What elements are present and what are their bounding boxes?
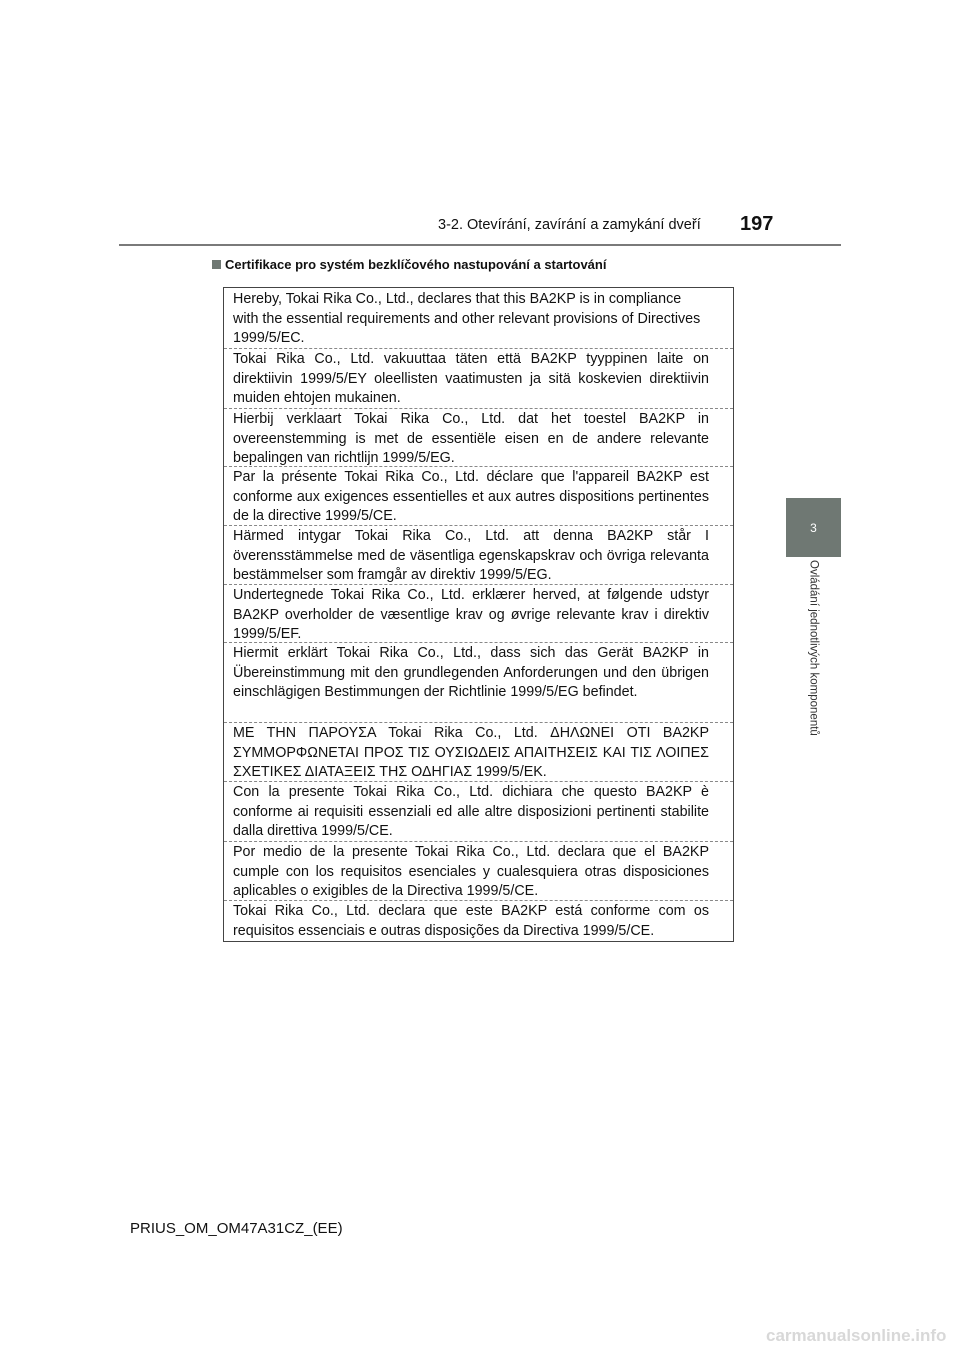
- cert-row-greek: ΜΕ ΤΗΝ ΠΑΡΟΥΣΑ Tokai Rika Co., Ltd. ΔΗΛΩΝΕΙ ΟΤΙ BA2KP ΣΥΜΜΟΡΦΩΝΕΤΑΙ ΠΡΟΣ ΤΙΣ ΟΥΣΙΩΔΕΙΣ ΑΠΑΙΤΗΣΕΙΣ ΚΑΙ ΤΙΣ ΛΟΙΠΕΣ ΣΧΕΤΙΚΕΣ ΔΙΑΤΑΞΕΙΣ ΤΗΣ ΟΔΗΓΙΑΣ 1999/5/ΕΚ.: [233, 725, 709, 781]
- cert-row-dutch: Hierbij verklaart Tokai Rika Co., Ltd. dat het toestel BA2KP in overeenstemming is met de essentiële eisen en de andere relevante bepalingen van richtlijn 1999/5/EG.: [233, 411, 709, 467]
- chapter-title-vertical: [786, 560, 841, 800]
- section-heading-text: Certifikace pro systém bezklíčového nastupování a startování: [225, 257, 607, 272]
- cert-row-french: Par la présente Tokai Rika Co., Ltd. déclare que l'appareil BA2KP est conforme aux exigences essentielles et aux autres dispositions pertinentes de la directive 1999/5/CE.: [233, 469, 709, 525]
- cert-row-italian: Con la presente Tokai Rika Co., Ltd. dichiara che questo BA2KP è conforme ai requisiti essenziali ed alle altre disposizioni pertinenti stabilite dalla direttiva 1999/5/CE.: [233, 784, 709, 840]
- cert-row-danish: Undertegnede Tokai Rika Co., Ltd. erklærer herved, at følgende udstyr BA2KP overholder de væsentlige krav og øvrige relevante krav i direktiv 1999/5/EF.: [233, 587, 709, 643]
- header-section-title: 3-2. Otevírání, zavírání a zamykání dveří: [438, 217, 701, 233]
- section-heading: [212, 257, 606, 272]
- cert-row-spanish: Por medio de la presente Tokai Rika Co., Ltd. declara que el BA2KP cumple con los requisitos esenciales y cualesquiera otras disposiciones aplicables o exigibles de la Directiva 1999/5/CE.: [233, 844, 709, 900]
- cert-row-german: Hiermit erklärt Tokai Rika Co., Ltd., dass sich das Gerät BA2KP in Übereinstimmung mit den grundlegenden Anforderungen und den übrigen einschlägigen Bestimmungen der Richtlinie 1999/5/EG befindet.: [233, 645, 709, 701]
- header-rule: [119, 244, 841, 246]
- certification-table: [223, 287, 734, 942]
- watermark: carmanualsonline.info: [766, 1326, 947, 1345]
- chapter-title: Ovládání jednotlivých komponentů: [807, 560, 820, 736]
- square-bullet-icon: [212, 260, 221, 269]
- footer-document-code: PRIUS_OM_OM47A31CZ_(EE): [130, 1220, 343, 1237]
- cert-row-english: Hereby, Tokai Rika Co., Ltd., declares that this BA2KP is in compliance with the essential requirements and other relevant provisions of Directives 1999/5/EC.: [233, 291, 701, 347]
- chapter-tab: [786, 498, 841, 557]
- chapter-number: 3: [810, 520, 817, 535]
- cert-row-swedish: Härmed intygar Tokai Rika Co., Ltd. att denna BA2KP står I överensstämmelse med de väsentliga egenskapskrav och övriga relevanta bestämmelser som framgår av direktiv 1999/5/EG.: [233, 528, 709, 584]
- page-number: 197: [740, 213, 774, 235]
- cert-row-portuguese: Tokai Rika Co., Ltd. declara que este BA2KP está conforme com os requisitos essenciais e outras disposições da Directiva 1999/5/CE.: [233, 903, 709, 939]
- cert-row-finnish: Tokai Rika Co., Ltd. vakuuttaa täten että BA2KP tyyppinen laite on direktiivin 1999/5/EY oleellisten vaatimusten ja sitä koskevien direktiivin muiden ehtojen mukainen.: [233, 351, 709, 407]
